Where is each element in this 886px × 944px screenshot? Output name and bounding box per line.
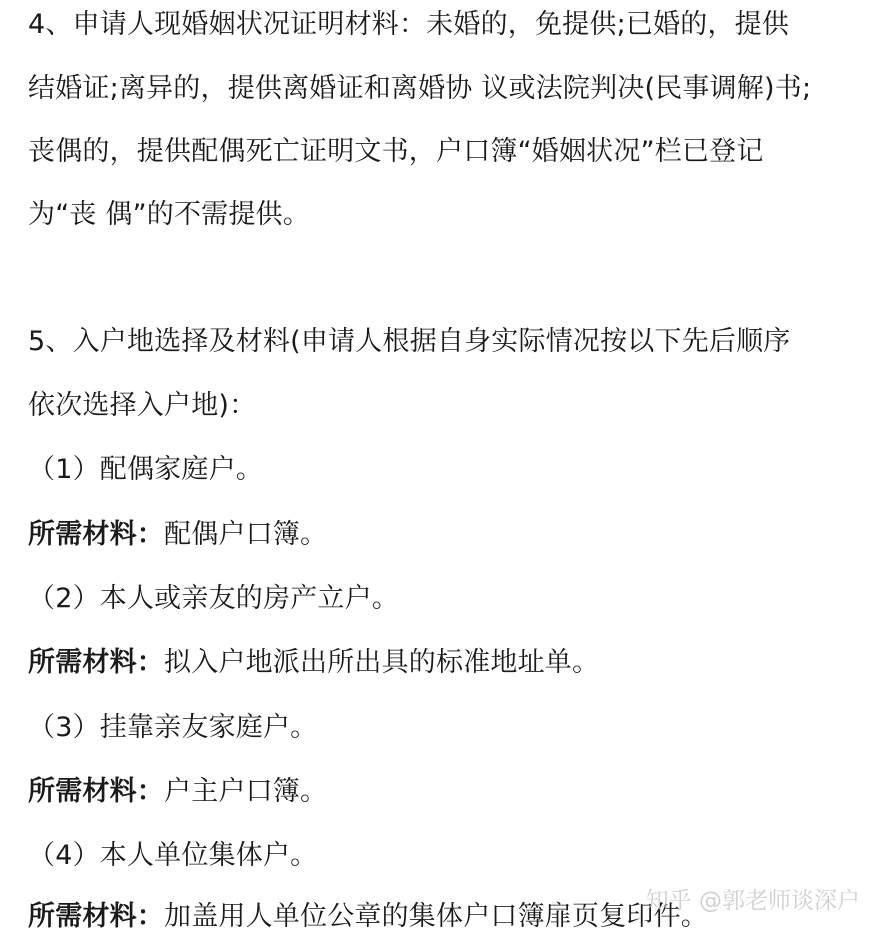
option-2-material: [28, 645, 880, 681]
material-text: 加盖用人单位公章的集体户口簿扉页复印件。: [164, 901, 708, 932]
section4-line-3: 丧偶的，提供配偶死亡证明文书，户口簿“婚姻状况”栏已登记: [28, 136, 764, 167]
section5-line-2: 依次选择入户地)：: [28, 390, 257, 421]
material-label: 所需材料：: [28, 647, 164, 678]
option-3-material: [28, 774, 880, 810]
section5-line-1: 5、入户地选择及材料(申请人根据自身实际情况按以下先后顺序: [28, 326, 791, 357]
option-3-title: （3）挂靠亲友家庭户。: [28, 712, 318, 743]
material-label: 所需材料：: [28, 776, 164, 807]
material-text: 户主户口簿。: [164, 776, 328, 807]
material-text: 配偶户口簿。: [164, 519, 328, 550]
section4-line-2: 结婚证;离异的，提供离婚证和离婚协 议或法院判决(民事调解)书;: [28, 73, 812, 104]
material-text: 拟入户地派出所出具的标准地址单。: [164, 647, 600, 678]
section4-line-1: 4、申请人现婚姻状况证明材料：未婚的，免提供;已婚的，提供: [28, 9, 790, 40]
zhihu-watermark: 知乎 @郭老师谈深户: [645, 888, 860, 914]
material-label: 所需材料：: [28, 519, 164, 550]
option-4-title: （4）本人单位集体户。: [28, 840, 318, 871]
option-1-material: [28, 517, 880, 553]
material-label: 所需材料：: [28, 901, 164, 932]
option-2-title: （2）本人或亲友的房产立户。: [28, 583, 399, 614]
section4-line-4: 为“丧 偶”的不需提供。: [28, 199, 310, 230]
option-1-title: （1）配偶家庭户。: [28, 454, 263, 485]
